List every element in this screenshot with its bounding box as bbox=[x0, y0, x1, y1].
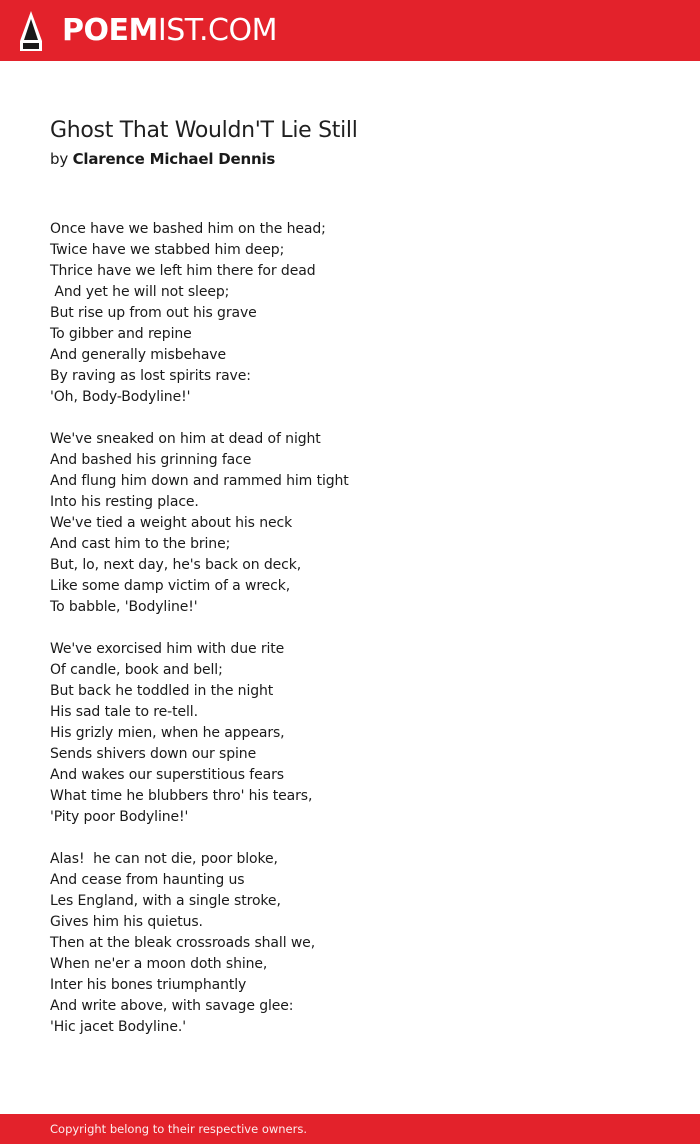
author-name[interactable]: Clarence Michael Dennis bbox=[72, 150, 276, 168]
byline bbox=[50, 149, 275, 169]
poem-line: But rise up from out his grave bbox=[50, 305, 257, 321]
poem-title: Ghost That Wouldn'T Lie Still bbox=[50, 118, 358, 143]
poem-line: And generally misbehave bbox=[50, 347, 226, 363]
poem-line: 'Hic jacet Bodyline.' bbox=[50, 1019, 186, 1035]
site-header bbox=[0, 0, 700, 61]
pencil-icon[interactable] bbox=[17, 10, 45, 52]
poem-line: And yet he will not sleep; bbox=[50, 284, 230, 300]
poem-line: And cease from haunting us bbox=[50, 872, 245, 888]
poem-line: 'Pity poor Bodyline!' bbox=[50, 809, 189, 825]
site-footer bbox=[0, 1114, 700, 1144]
poem-stanza bbox=[50, 639, 349, 828]
poem-line: We've tied a weight about his neck bbox=[50, 515, 293, 531]
poem-line: His grizly mien, when he appears, bbox=[50, 725, 285, 741]
poem-line: And write above, with savage glee: bbox=[50, 998, 294, 1014]
poem-line: Thrice have we left him there for dead bbox=[50, 263, 316, 279]
poem-line: Sends shivers down our spine bbox=[50, 746, 257, 762]
poem-line: Of candle, book and bell; bbox=[50, 662, 223, 678]
stanza-gap bbox=[50, 828, 349, 849]
poem-line: What time he blubbers thro' his tears, bbox=[50, 788, 313, 804]
logo-brand-bold: POEM bbox=[62, 13, 158, 48]
poem-line: His sad tale to re-tell. bbox=[50, 704, 198, 720]
poem-line: But back he toddled in the night bbox=[50, 683, 274, 699]
poem-line: Then at the bleak crossroads shall we, bbox=[50, 935, 316, 951]
poem-line: When ne'er a moon doth shine, bbox=[50, 956, 268, 972]
poem-line: Like some damp victim of a wreck, bbox=[50, 578, 291, 594]
logo-brand-light: IST.COM bbox=[157, 13, 277, 48]
poem-line: And wakes our superstitious fears bbox=[50, 767, 284, 783]
poem-line: We've exorcised him with due rite bbox=[50, 641, 285, 657]
poem-stanza bbox=[50, 219, 349, 408]
poem-line: Inter his bones triumphantly bbox=[50, 977, 247, 993]
poem-line: Gives him his quietus. bbox=[50, 914, 203, 930]
poem-line: We've sneaked on him at dead of night bbox=[50, 431, 321, 447]
poem-line: But, lo, next day, he's back on deck, bbox=[50, 557, 302, 573]
stanza-gap bbox=[50, 618, 349, 639]
copyright-notice: Copyright belong to their respective owners. bbox=[50, 1122, 308, 1136]
poem-line: To babble, 'Bodyline!' bbox=[50, 599, 198, 615]
poem-line: By raving as lost spirits rave: bbox=[50, 368, 251, 384]
stanza-gap bbox=[50, 408, 349, 429]
poem-line: And cast him to the brine; bbox=[50, 536, 231, 552]
poem-line: Into his resting place. bbox=[50, 494, 199, 510]
by-label: by bbox=[50, 150, 68, 168]
poem-line: To gibber and repine bbox=[50, 326, 192, 342]
poem-line: Les England, with a single stroke, bbox=[50, 893, 281, 909]
poem-body bbox=[50, 219, 349, 1038]
poem-line: 'Oh, Body-Bodyline!' bbox=[50, 389, 191, 405]
poem-stanza bbox=[50, 849, 349, 1038]
poem-line: And bashed his grinning face bbox=[50, 452, 252, 468]
poem-line: Once have we bashed him on the head; bbox=[50, 221, 326, 237]
poem-line: Alas! he can not die, poor bloke, bbox=[50, 851, 278, 867]
poem-line: And flung him down and rammed him tight bbox=[50, 473, 349, 489]
site-logo[interactable] bbox=[62, 12, 277, 50]
poem-stanza bbox=[50, 429, 349, 618]
poem-line: Twice have we stabbed him deep; bbox=[50, 242, 285, 258]
